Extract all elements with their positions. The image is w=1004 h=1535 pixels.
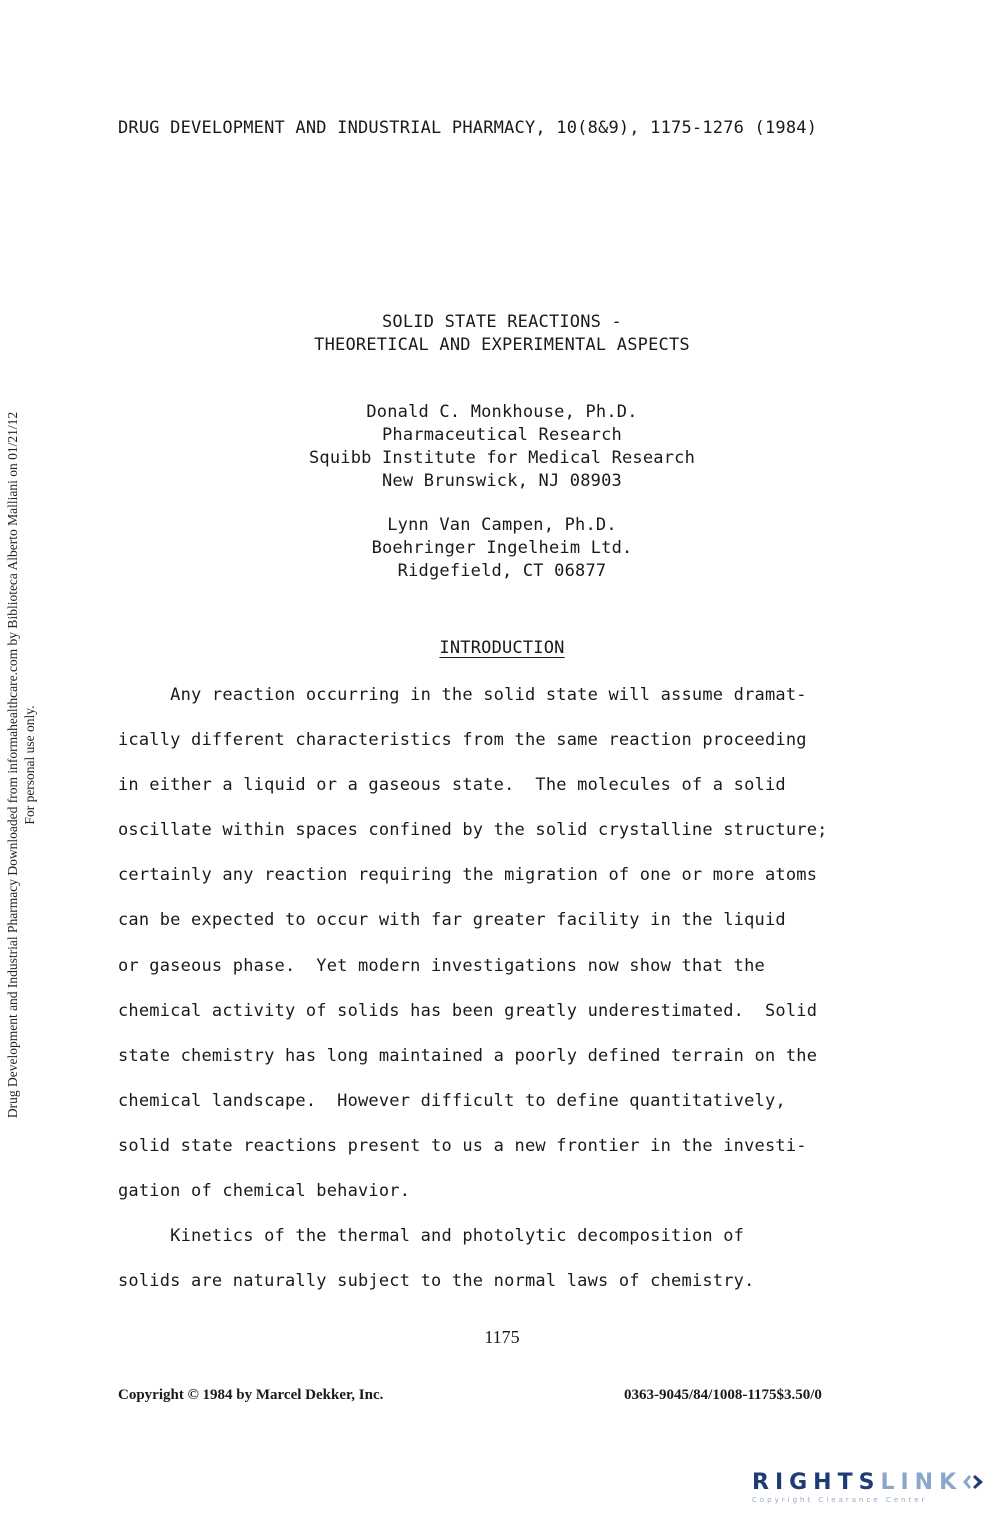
author-name: Donald C. Monkhouse, Ph.D. [366,402,638,422]
author-institution: Squibb Institute for Medical Research [308,448,696,468]
rightslink-word-rights: RIGHTS [752,1470,881,1495]
paper-title-line1: SOLID STATE REACTIONS - [381,312,622,332]
body-line: oscillate within spaces confined by the solid crystalline structure; [118,820,828,841]
download-watermark-line1: Drug Development and Industrial Pharmacy Downloaded from informahealthcare.com by Biblioteca Alberto Malliani on 01/21/12 [5,411,20,1119]
issn-code: 0363-9045/84/1008-1175$3.50/0 [624,1387,822,1403]
body-line: chemical activity of solids has been greatly underestimated. Solid [118,1000,818,1021]
rightslink-word-link: LINK [880,1470,963,1495]
rightslink-arrows-icon [962,1473,984,1491]
author-name: Lynn Van Campen, Ph.D. [387,515,617,535]
rightslink-tagline: Copyright Clearance Center [752,1496,928,1504]
body-line: solids are naturally subject to the normal laws of chemistry. [118,1271,755,1292]
author-location: Ridgefield, CT 06877 [397,561,607,581]
paper-title [0,311,1004,357]
body-line: ically different characteristics from the same reaction proceeding [118,730,807,751]
body-line: state chemistry has long maintained a poorly defined terrain on the [118,1045,818,1066]
body-text [118,684,898,1315]
body-line: in either a liquid or a gaseous state. The molecules of a solid [118,775,786,796]
section-heading-text: INTRODUCTION [439,638,565,658]
journal-header: DRUG DEVELOPMENT AND INDUSTRIAL PHARMACY, 10(8&9), 1175-1276 (1984) [118,118,818,138]
author-affiliation-1 [0,401,1004,493]
body-line: chemical landscape. However difficult to define quantitatively, [118,1090,786,1111]
body-line: can be expected to occur with far greater facility in the liquid [118,910,786,931]
page-number: 1175 [484,1327,520,1347]
rightslink-wordmark [752,1470,988,1495]
body-line: Kinetics of the thermal and photolytic decomposition of [118,1226,745,1247]
author-institution: Boehringer Ingelheim Ltd. [371,538,633,558]
body-line: certainly any reaction requiring the migration of one or more atoms [118,865,818,886]
body-line: solid state reactions present to us a new frontier in the investi- [118,1135,807,1156]
section-heading [0,638,1004,658]
author-affiliation-2 [0,514,1004,583]
rightslink-logo[interactable] [752,1470,988,1510]
author-location: New Brunswick, NJ 08903 [381,471,622,491]
body-line: gation of chemical behavior. [118,1181,411,1202]
copyright-notice: Copyright © 1984 by Marcel Dekker, Inc. [118,1387,384,1403]
author-department: Pharmaceutical Research [381,425,622,445]
body-line: Any reaction occurring in the solid state will assume dramat- [118,685,807,705]
download-watermark-line2: For personal use only. [22,705,37,825]
paper-title-line2: THEORETICAL AND EXPERIMENTAL ASPECTS [314,335,690,355]
body-line: or gaseous phase. Yet modern investigations now show that the [118,955,765,976]
